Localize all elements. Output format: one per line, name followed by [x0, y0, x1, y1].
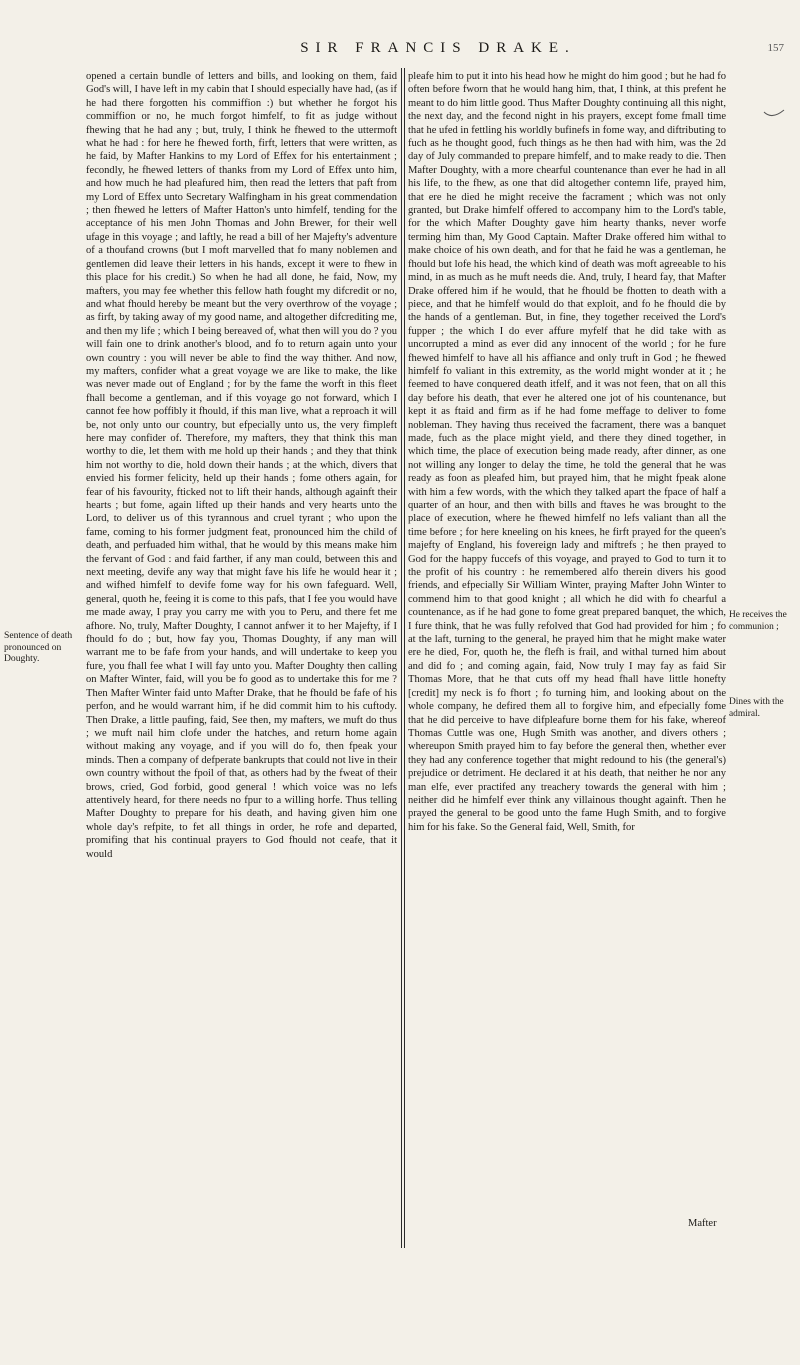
page-number: 157	[767, 42, 784, 54]
catchword: Mafter	[688, 1218, 717, 1229]
left-text-column	[86, 70, 397, 861]
margin-note-dines: Dines with the admiral.	[729, 697, 784, 719]
right-text-column	[408, 70, 726, 834]
column-rule	[404, 68, 405, 1248]
page-curl-mark	[762, 108, 786, 122]
column-rule	[401, 68, 402, 1248]
left-column-text: opened a certain bundle of letters and bills, and looking on them, faid God's will, I have left in my cabin that I should especially have had, (as if he had there forgotten his commiffion :) but whether he forgot his commiffion or no, he much forgot himfelf, to fit as judge without fhewing that he had any ; but, truly, I think he fhewed to the uttermoft what he had : for here he fhewed forth, firft, letters that were written, as he faid, by Mafter Hankins to my Lord of Effex for his entertainment ; fecondly, he fhewed letters of thanks from my Lord of Effex unto him, and how much he had pleafured him, then read the letters that paft from my Lord of Effex unto Secretary Walfingham in his great commendation ; then fhewed he letters of Mafter Hatton's unto himfelf, tending for the acceptance of his men John Thomas and John Brewer, for their well ufage in this voyage ; and laftly, he read a bill of her Majefty's adventure of a thoufand crowns (but I moft marvelled that fo many noblemen and gentlemen did leave their letters in his hands, except it were to fhew in this place for his credit.) So when he had all done, he faid, Now, my mafters, you may fee whether this fellow hath fought my difcredit or no, and what fhould hereby be meant but the very overthrow of the voyage ; as firft, by taking away of my good name, and altogether difcrediting me, and then my life ; which I being bereaved of, what then will you do ? you will fain one to drink another's blood, and fo to return again unto your own country : you will never be able to find the way thither. And now, my mafters, confider what a great voyage we are like to make, the like was never made out of England ; for by the fame the worft in this fleet fhall become a gentleman, and if this voyage go not forward, which I cannot fee how poffibly it fhould, if this man live, what a reproach it will be, not only unto our country, but efpecially unto us, the very fimpleft here may confider of. Therefore, my mafters, they that think this man worthy to die, let them with me hold up their hands ; and they that think him not worthy to die, hold down their hands ; at the which, divers that envied his former felicity, held up their hands ; fome others again, for fear of his favourity, fticked not to lift their hands, although againft their hearts ; but fome, again lifted up their hands and very hearts unto the Lord, to deliver us of this tyrannous and cruel tyrant ; who upon the fame, coming to his former judgment feat, pronounced him the child of death, and perfuaded him withal, that he would by this means make him the fervant of God : and faid farther, if any man could, between this and next meeting, devife any way that might fave his life he would hear it ; and wifhed himfelf to devife fome way for his own fafeguard. Well, general, quoth he, feeing it is come to this pafs, that I fee you would have me made away, I pray you carry me with you to Peru, and there fet me afhore. No, truly, Mafter Doughty, I cannot anfwer it to her Majefty, if I fhould fo do ; but, how fay you, Thomas Doughty, if any man will warrant me to be fafe from your hands, and will undertake to keep you fure, you fhall fee what I will fay unto you. Mafter Doughty then calling on Mafter Winter, faid, will you be fo good as to undertake this for me ? Then Mafter Winter faid unto Mafter Drake, that he fhould be fafe of his perfon, and he would warrant him, if he did commit him to his cuftody. Then Drake, a little paufing, faid, See then, my mafters, we muft do thus ; we muft nail him clofe under the hatches, and return home again without making any voyage, and if you will do fo, then fpeak your minds. Then a company of defperate bankrupts that could not live in their own country without the fpoil of that, as others had by the fweat of their brows, cried, God forbid, good general ! which voice was no lefs attentively heard, for there needs no fpur to a willing horfe. Thus telling Mafter Doughty to prepare for his death, and having given him one whole day's refpite, to fet all things in order, he rofe and departed, promifing that his continual prayers to God fhould not ceafe, that it would	[86, 71, 397, 860]
margin-note-communion: He receives the communion ;	[729, 610, 787, 632]
right-column-text: pleafe him to put it into his head how he might do him good ; but he had fo often before fworn that he would hang him, that, I think, at this prefent he meant to do him little good. Thus Mafter Doughty continuing all this night, the next day, and the fecond night in his prayers, except fome fmall time that he ufed in fettling his worldly bufinefs in fome way, and diftributing to fuch as he thought good, fuch things as he then had with him, was the 2d day of July commanded to prepare himfelf, and to make ready to die. Then Mafter Doughty, with a more chearful countenance than ever he had in all his life, to the fhew, as one that did altogether contemn life, prayed him, that ere he died he might receive the facrament ; which was not only granted, but Drake himfelf offered to accompany him to the Lord's table, for the which Mafter Doughty gave him hearty thanks, never worfe terming him than, My Good Captain. Mafter Drake offered him withal to make choice of his own death, and for that he faid he was a gentleman, he fhould but lofe his head, the which kind of death was moft agreeable to his mind, in as much as he muft needs die. And, truly, I heard fay, that Mafter Drake offered him if he would, that he fhould be fhotten to death with a piece, and that he himfelf would do that exploit, and fo he fhould die by the hands of a gentleman. But, in fine, they together received the Lord's fupper ; the which I do ever affure myfelf that he did take with as uncorrupted a mind as ever did any innocent of the world ; for he fure fhewed himfelf to have all his affiance and only truft in God ; he fhewed himfelf fo valiant in this extremity, as the world might wonder at it ; he feemed to have conquered death itfelf, and it was not feen, that on all this day before his death, that ever he altered one jot of his countenance, but kept it as ftaid and firm as if he had fome meffage to deliver to fome nobleman. They having thus received the facrament, there was a banquet made, fuch as the place might yield, and there they dined together, in which time, the place of execution being made ready, after dinner, as one not willing any longer to delay the time, he told the general that he was ready as foon as pleafed him, but prayed him, that he might fpeak alone with him a few words, with the which they talked apart the fpace of half a quarter of an hour, and then with bills and ftaves he was brought to the place of execution, where he fhewed himfelf no lefs valiant than all the time before ; for here kneeling on his knees, he firft prayed for the queen's majefty of England, his fovereign lady and miftrefs ; he then prayed to God for the happy fuccefs of this voyage, and prayed to God to turn it to the profit of his country : he remembered alfo therein divers his good friends, and efpecially Sir William Winter, praying Mafter John Winter to commend him to that good knight ; all which he did with fo chearful a countenance, as if he had gone to fome great prepared banquet, the which, I fure think, that he was fully refolved that God had provided for him ; fo at the laft, turning to the general, he prayed him that he might make water ere he died, For, quoth he, the flefh is frail, and withal turned him about and did fo ; and coming again, faid, Now truly I may fay as faid Sir Thomas More, that he that cuts off my head fhall have little honefty [credit] my neck is fo fhort ; fo turning him, and looking about on the whole company, he defired them all to forgive him, and efpecially fome that he did perceive to have difpleafure borne them for his fake, whereof Thomas Cuttle was one, Hugh Smith was another, and divers others ; whereupon Smith prayed him to fay before the general then, whether ever they had any conference together that might redound to his (the general's) prejudice or detriment. He declared it at his death, that neither he nor any man elfe, ever practifed any treachery towards the general with him ; neither did he himfelf ever think any villainous thought againft. Then he prayed the general to be good unto the fame Hugh Smith, and to forgive him for his fake. So the General faid, Well, Smith, for	[408, 71, 727, 833]
margin-note-sentence: Sentence of death pronounced on Doughty.	[4, 630, 73, 665]
running-title: SIR FRANCIS DRAKE.	[300, 40, 576, 56]
page-header	[0, 40, 800, 66]
